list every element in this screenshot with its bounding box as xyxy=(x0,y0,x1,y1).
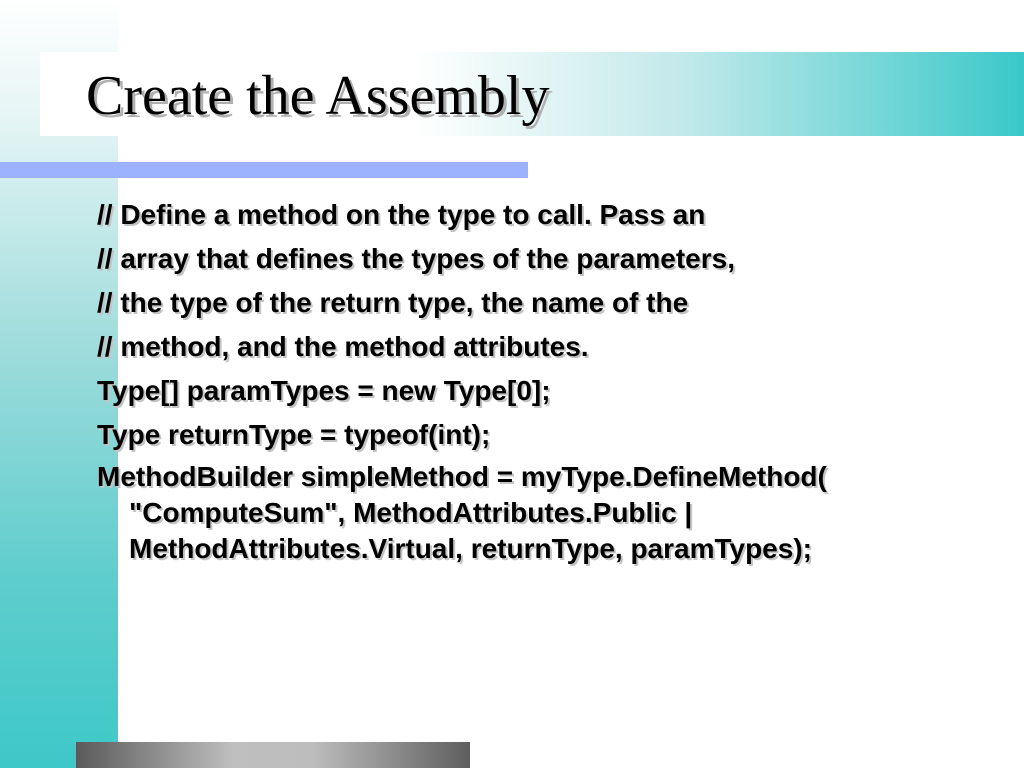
code-line: Type[] paramTypes = new Type[0]; xyxy=(97,375,551,406)
comment-line: // Define a method on the type to call. Pass an xyxy=(97,199,706,230)
code-line-wrapped: MethodBuilder simpleMethod = myType.DefineMethod( "ComputeSum", MethodAttributes.Public | MethodAttributes.Virtual, returnType, paramTypes); xyxy=(97,461,827,564)
comment-line: // method, and the method attributes. xyxy=(97,331,589,362)
comment-line: // array that defines the types of the parameters, xyxy=(97,243,735,274)
comment-line: // the type of the return type, the name of the xyxy=(97,287,689,318)
bottom-gradient-bar xyxy=(76,742,470,768)
slide-title: Create the Assembly xyxy=(86,65,550,127)
slide-body xyxy=(97,193,977,567)
title-underline-bar xyxy=(0,162,528,178)
code-line: Type returnType = typeof(int); xyxy=(97,419,491,450)
